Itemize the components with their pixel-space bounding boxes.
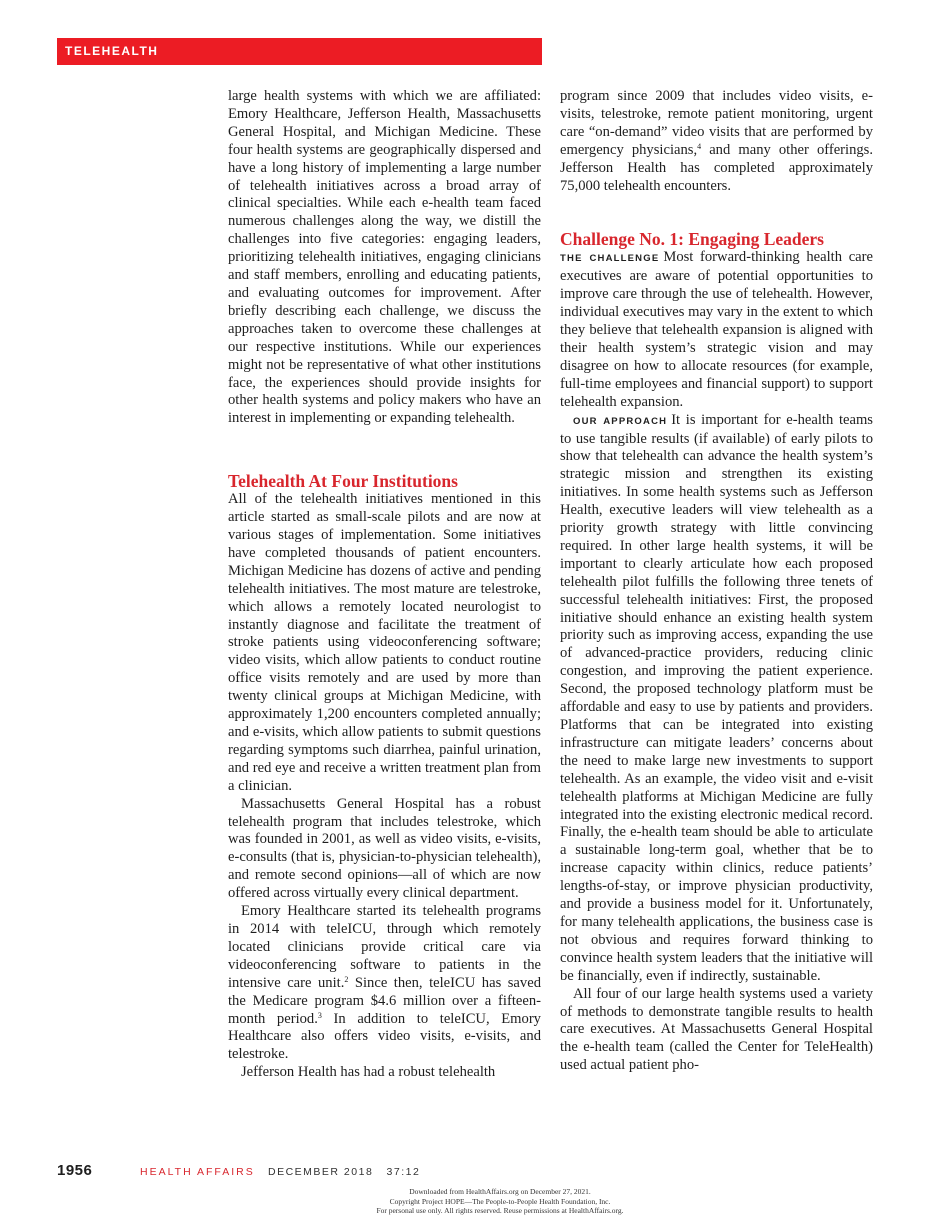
section-label: TELEHEALTH bbox=[65, 44, 159, 58]
journal-name: HEALTH AFFAIRS bbox=[140, 1166, 255, 1178]
reference-2: 2 bbox=[344, 974, 349, 984]
michigan-paragraph: All of the telehealth initiatives mentioned in this article started as small-scale pilots and are now at various stages of implementation. Some initiatives have completed thousands of patient encounters. Michigan Medicine has dozens of active and pending telehealth initiatives. The most mature are telestroke, which allows a remotely located neurologist to instantly diagnose and facilitate the treatment of stroke patients using videoconferencing software; video visits, which allow patients to conduct routine office visits remotely and are used by more than twenty clinical groups at Michigan Medicine, with approximately 1,200 encounters completed annually; and e-visits, which allow patients to submit questions regarding symptoms such diarrhea, painful urination, and red eye and receive a written treatment plan from a clinician. bbox=[228, 491, 541, 794]
challenge-paragraph bbox=[560, 249, 873, 411]
issue-info: DECEMBER 2018 37:12 bbox=[268, 1166, 421, 1178]
copyright-note: Copyright Project HOPE—The People-to-People Health Foundation, Inc. bbox=[389, 1197, 611, 1206]
jefferson-paragraph-continued bbox=[560, 88, 873, 195]
emory-paragraph bbox=[228, 903, 541, 1064]
right-column bbox=[560, 88, 873, 1075]
usage-note: For personal use only. All rights reserved. Reuse permissions at HealthAffairs.org. bbox=[376, 1206, 624, 1215]
jefferson-text-part-2: and many other offerings. Jefferson Health has completed approximately 75,000 telehealth encounters. bbox=[560, 141, 874, 194]
challenge-text: Most forward-thinking health care executives are aware of potential opportunities to improve care through the use of telehealth. However, individual executives may vary in the extent to which they believe that telehealth expansion is aligned with their health system’s strategic vision and may disagree on how to allocate resources (for example, full-time employees and financial support) to support telehealth expansion. bbox=[560, 249, 873, 410]
section-heading-four-institutions: Telehealth At Four Institutions bbox=[228, 471, 458, 492]
section-header-band bbox=[57, 38, 542, 65]
reference-4: 4 bbox=[697, 141, 702, 151]
reference-3: 3 bbox=[317, 1010, 322, 1020]
emory-text-part-1: Emory Healthcare started its telehealth programs in 2014 with teleICU, through which remotely located clinicians provide critical care via videoconferencing software to patients in the intensive care unit. bbox=[228, 903, 541, 991]
jefferson-text-part-1: program since 2009 that includes video visits, e-visits, telestroke, remote patient monitoring, urgent care “on-demand” video visits that are performed by emergency physicians, bbox=[560, 88, 873, 158]
intro-paragraph: large health systems with which we are affiliated: Emory Healthcare, Jefferson Health, Massachusetts General Hospital, and Michigan Medicine. These four health systems are geographically dispersed and have a long history of implementing a large number of telehealth initiatives across a broad array of clinical specialties. While each e-health team faced numerous challenges along the way, we distill the challenges into five categories: engaging leaders, prioritizing telehealth initiatives, engaging clinicians and staff members, enrolling and educating patients, and evaluating outcomes for improvement. After briefly describing each challenge, we discuss the approaches taken to overcome these challenges at our respective institutions. While our experiences might not be representative of what other institutions face, the experiences should provide insights for other health systems and policy makers who have an interest in implementing or expanding telehealth. bbox=[228, 88, 541, 427]
challenge-run-in-head: THE CHALLENGE bbox=[560, 253, 660, 265]
emory-text-part-2: Since then, teleICU has saved the Medicare program $4.6 million over a fifteen-month period. bbox=[228, 974, 541, 1027]
approach-text: It is important for e-health teams to use tangible results (if available) of early pilots to show that telehealth can advance the health system’s strategic mission and strengthen its existing initiatives. In some health systems such as Jefferson Health, executive leaders will view telehealth as a priority growth strategy with little convincing required. In other large health systems, it will be important to clearly articulate how each proposed telehealth pilot fulfills the following three tenets of successful telehealth initiatives: First, the proposed initiative should enhance an existing health system priority such as improving access, expanding the use of advanced-practice providers, reducing clinic congestion, and improving the patient experience. Second, the proposed technology platform must be affordable and easy to use by patients and providers. Platforms that can be integrated into existing infrastructure can mitigate leaders’ concerns about the need to make large new investments to support telehealth. As an example, the video visit and e-visit telehealth platforms at Michigan Medicine are fully integrated into the existing electronic medical record. Finally, the e-health team should be able to articulate a sustainable long-term goal, whether that be to increase capacity within clinics, reduce patients’ lengths-of-stay, or improve physician productivity, and provide a business model for it. Unfortunately, for many telehealth applications, the business case is not obvious and requires forward thinking to convince health system leaders that the initiative will be financially, even if indirectly, sustainable. bbox=[560, 411, 873, 984]
download-note: Downloaded from HealthAffairs.org on December 27, 2021. bbox=[409, 1187, 591, 1196]
mgh-paragraph: Massachusetts General Hospital has a robust telehealth program that includes telestroke, which was founded in 2001, as well as video visits, e-visits, e-consults (that is, physician-to-physician telehealth), and remote second opinions—all of which are now offered across virtually every clinical department. bbox=[228, 795, 541, 902]
approach-run-in-head: OUR APPROACH bbox=[573, 415, 668, 427]
left-column bbox=[228, 88, 541, 1082]
approach-paragraph bbox=[560, 412, 873, 986]
section-heading-engaging-leaders: Challenge No. 1: Engaging Leaders bbox=[560, 229, 824, 250]
jefferson-paragraph-start: Jefferson Health has had a robust telehealth bbox=[241, 1064, 496, 1081]
emory-text-part-3: In addition to teleICU, Emory Healthcare also offers video visits, e-visits, and telestroke. bbox=[228, 1010, 541, 1063]
page-number: 1956 bbox=[57, 1162, 93, 1179]
final-paragraph: All four of our large health systems used a variety of methods to demonstrate tangible results to health care executives. At Massachusetts General Hospital the e-health team (called the Center for TeleHealth) used actual patient pho- bbox=[560, 985, 873, 1074]
